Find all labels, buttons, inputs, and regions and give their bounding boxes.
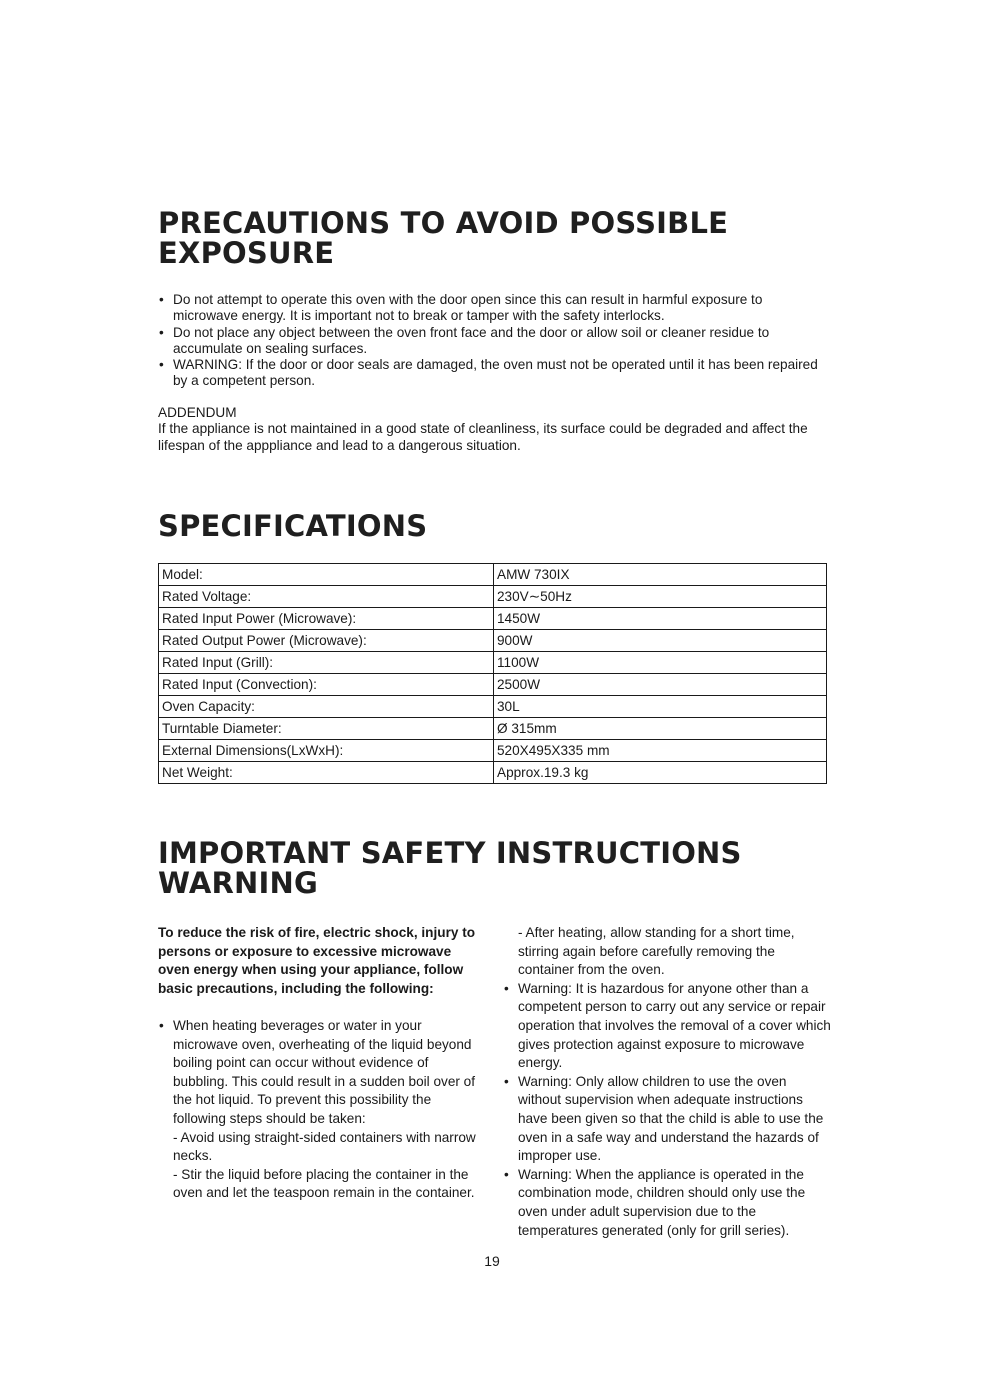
safety-heading-line2: WARNING [158,866,318,900]
safety-heading-line1: IMPORTANT SAFETY INSTRUCTIONS [158,836,742,870]
step-text: - Stir the liquid before placing the container in the oven and let the teaspoon remain in the container. [173,1166,475,1201]
spec-value: 2500W [494,674,827,696]
spec-label: Net Weight: [159,762,494,784]
safety-right-list [503,980,833,1240]
spec-value: AMW 730IX [494,564,827,586]
spec-value: 900W [494,630,827,652]
precautions-heading-line1: PRECAUTIONS TO AVOID POSSIBLE [158,206,729,240]
table-row [159,674,827,696]
safety-intro: To reduce the risk of fire, electric shock, injury to persons or exposure to excessive microwave oven energy when using your appliance, follow basic precautions, including the following: [158,925,476,996]
addendum [158,405,830,454]
spec-value: 230V∼50Hz [494,586,827,608]
spec-label: Rated Input (Grill): [159,652,494,674]
precautions-heading [158,208,728,268]
spec-value: 1450W [494,608,827,630]
table-row [159,630,827,652]
spec-label: Oven Capacity: [159,696,494,718]
step-text: - After heating, allow standing for a short time, stirring again before carefully removing the container from the oven. [518,925,795,978]
spec-label: Rated Output Power (Microwave): [159,630,494,652]
spec-value: 30L [494,696,827,718]
list-item: • Warning: Only allow children to use the oven without supervision when adequate instructions have been given so that the child is able to use the oven in a safe way and understand the hazards of improper use. [503,1073,833,1166]
table-row [159,762,827,784]
safety-right-column [503,924,833,1240]
table-row [159,586,827,608]
spec-label: External Dimensions(LxWxH): [159,740,494,762]
list-item: • Warning: When the appliance is operated in the combination mode, children should only use the oven under adult supervision due to the temperatures generated (only for grill series). [503,1166,833,1240]
table-row [159,740,827,762]
safety-left-column [158,924,483,1203]
list-item-text: When heating beverages or water in your microwave oven, overheating of the liquid beyond boiling point can occur without evidence of bubbling. This could result in a sudden boil over of the hot liquid. To prevent this possibility the following steps should be taken: [173,1017,476,1126]
list-item: • Warning: It is hazardous for anyone other than a competent person to carry out any service or repair operation that involves the removal of a cover which gives protection against exposure to microwave energy. [503,980,833,1073]
spec-label: Rated Input (Convection): [159,674,494,696]
list-item: • Do not place any object between the oven front face and the door or allow soil or cleaner residue to accumulate on sealing surfaces. [158,325,818,358]
table-row [159,652,827,674]
table-row [159,608,827,630]
spec-value: 520X495X335 mm [494,740,827,762]
table-row [159,564,827,586]
spec-value: Approx.19.3 kg [494,762,827,784]
table-row [159,696,827,718]
spec-label: Model: [159,564,494,586]
safety-left-list [158,1017,483,1203]
step-text: - Avoid using straight-sided containers with narrow necks. [173,1129,476,1164]
page-number: 19 [484,1253,500,1269]
list-item: • WARNING: If the door or door seals are damaged, the oven must not be operated until it has been repaired by a competent person. [158,357,818,390]
table-row [159,718,827,740]
precautions-heading-line2: EXPOSURE [158,236,335,270]
spec-value: Ø 315mm [494,718,827,740]
list-item [158,1017,483,1203]
specifications-table [158,563,827,784]
addendum-label: ADDENDUM [158,405,237,420]
precautions-list [158,292,818,390]
list-item: • Do not attempt to operate this oven with the door open since this can result in harmful exposure to microwave energy. It is important not to break or tamper with the safety interlocks. [158,292,818,325]
spec-label: Rated Input Power (Microwave): [159,608,494,630]
spec-label: Rated Voltage: [159,586,494,608]
specifications-heading: SPECIFICATIONS [158,509,428,543]
safety-heading [158,838,742,898]
spec-value: 1100W [494,652,827,674]
addendum-text: If the appliance is not maintained in a good state of cleanliness, its surface could be degraded and affect the lifespan of the apppliance and lead to a dangerous situation. [158,421,808,453]
spec-label: Turntable Diameter: [159,718,494,740]
